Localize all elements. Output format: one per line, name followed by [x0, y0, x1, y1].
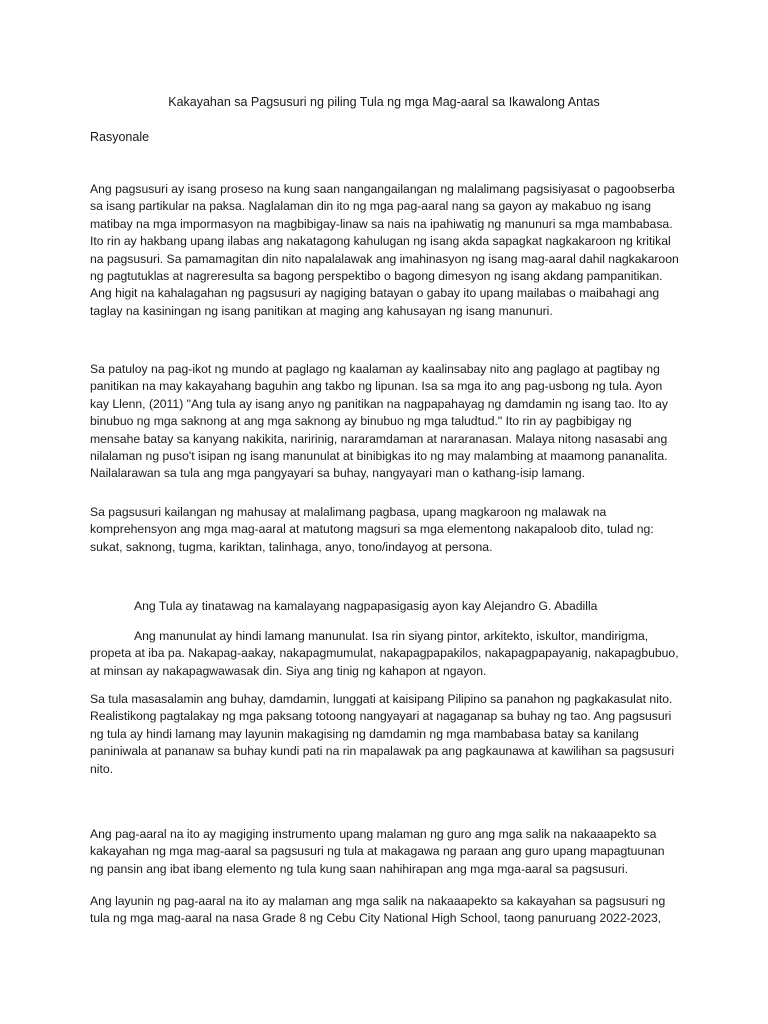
paragraph: Sa patuloy na pag-ikot ng mundo at paglago ng kaalaman ay kaalinsabay nito ang paglago at pagtibay ng panitikan na may kakayahang baguhin ang takbo ng lipunan. Isa sa mga ito ang pag-usbong ng tula. Ayon kay Llenn, (2011) "Ang tula ay isang anyo ng panitikan na nagpapahayag ng damdamin ng isang tao. Ito ay binubuo ng mga saknong at ang mga saknong ay binubuo ng mga taludtud." Ito rin ay pagbibigay ng mensahe batay sa kanyang nakikita, naririnig, nararamdaman at nararanasan. Malaya nitong nasasabi ang nilalaman ng puso't isipan ng isang manunulat at binibigkas ito ng may malambing at maamong pananalita. Nailalarawan sa tula ang mga pangyayari sa buhay, nangyayari man o kathang-isip lamang. [90, 362, 668, 481]
paragraph: Sa pagsusuri kailangan ng mahusay at malalimang pagbasa, upang magkaroon ng malawak na komprehensyon ang mga mag-aaral at matutong magsuri sa mga elementong nakapaloob dito, tulad ng: sukat, saknong, tugma, kariktan, talinhaga, anyo, tono/indayog at persona. [90, 505, 654, 554]
paragraph: Ang manunulat ay hindi lamang manunulat. Isa rin siyang pintor, arkitekto, iskultor, mandirigma, propeta at iba pa. Nakapag-aakay, nakapagmumulat, nakapagpapakilos, nakapagpapayanig, nakapagbubuo, at minsan ay nakapagwawasak din. Siya ang tinig ng kahapon at ngayon. [90, 629, 679, 678]
paragraph: Ang pag-aaral na ito ay magiging instrumento upang malaman ng guro ang mga salik na nakaaapekto sa kakayahan ng mga mag-aaral sa pagsusuri ng tula at makagawa ng paraan ang guro upang mapagtuunan ng pansin ang ibat ibang elemento ng tula kung saan nahihirapan ang mga mga-aaral sa pagsusuri. [90, 827, 665, 876]
paragraph: Sa tula masasalamin ang buhay, damdamin, lunggati at kaisipang Pilipino sa panahon ng pagkakasulat nito. Realistikong pagtalakay ng mga paksang totoong nangyayari at nagaganap sa buhay ng tao. Ang pagsusuri ng tula ay hindi lamang may layunin makagising ng damdamin ng mga mambabasa batay sa kanilang paniniwala at pananaw sa buhay kundi pati na rin mapalawak pa ang pagkaunawa at kawilihan sa pagsusuri nito. [90, 692, 675, 776]
paragraph-subheading: Ang Tula ay tinatawag na kamalayang nagpapasigasig ayon kay Alejandro G. Abadilla [134, 599, 598, 613]
paragraph: Ang pagsusuri ay isang proseso na kung saan nangangailangan ng malalimang pagsisiyasat o pagoobserba sa isang partikular na paksa. Naglalaman din ito ng mga pag-aaral nang sa gayon ay makabuo ng isang matibay na mga impormasyon na magbibigay-linaw sa nais na ipahiwatig ng manunuri sa mga mambabasa. Ito rin ay hakbang upang ilabas ang nakatagong kahulugan ng isang akda sapagkat nagkakaroon ng kritikal na pagsusuri. Sa pamamagitan din nito napalalawak ang imahinasyon ng isang mag-aaral dahil nagkakaroon ng pagtutuklas at nagreresulta sa bagong perspektibo o bagong dimesyon ng isang akdang pampanitikan. Ang higit na kahalagahan ng pagsusuri ay nagiging batayan o gabay ito upang mailabas o maibahagi ang taglay na kasiningan ng isang panitikan at maging ang kahusayan ng isang manunuri. [90, 182, 679, 318]
section-heading: Rasyonale [90, 130, 150, 144]
document-title: Kakayahan sa Pagsusuri ng piling Tula ng mga Mag-aaral sa Ikawalong Antas [168, 95, 600, 109]
paragraph: Ang layunin ng pag-aaral na ito ay malaman ang mga salik na nakaaapekto sa kakayahan sa pagsusuri ng tula ng mga mag-aaral na nasa Grade 8 ng Cebu City National High School, taong panuruang 2022-2023, [90, 894, 666, 926]
